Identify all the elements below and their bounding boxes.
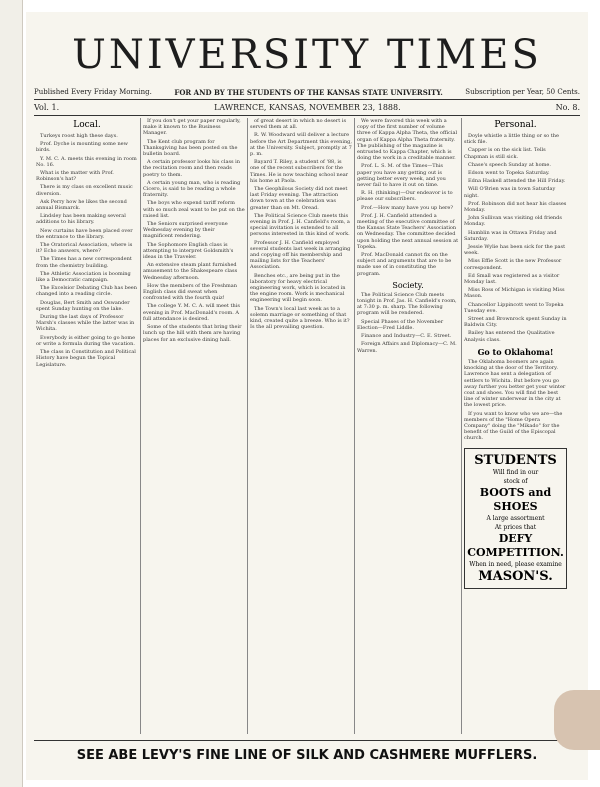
article-paragraph: Professor J. H. Canfield employed several students last week in arranging and copying off his membership and mailing lists for the Teachers' Association. xyxy=(250,239,351,271)
for-by-note: FOR AND BY THE STUDENTS OF THE KANSAS STATE UNIVERSITY. xyxy=(174,88,443,97)
article-paragraph: Edna Haskell attended the Hill Friday. xyxy=(468,178,566,185)
ad-line-1: STUDENTS xyxy=(474,452,557,468)
article-paragraph: The boys who expend tariff reform with so much zeal want to be put on the raised list. xyxy=(143,200,245,219)
ad-line-6: At prices that xyxy=(494,523,537,531)
article-paragraph: The Kent club program for Thanksgiving has been posted on the bulletin board. xyxy=(143,138,238,158)
society-body xyxy=(357,292,459,354)
article-paragraph: Everybody is either going to go home or write a formula during the vacation. xyxy=(36,334,136,347)
article-paragraph: Bailey has entered the Qualitative Analysis class. xyxy=(464,330,555,343)
article-paragraph: Benches etc., are being put in the laboratory for heavy electrical engineering work, which is located in the engine room. Work is mechanical engineering will begin soon. xyxy=(250,272,346,304)
article-paragraph: of great desert in which no desert is served them at all. xyxy=(250,118,347,131)
article-paragraph: The Times has a new correspondent from the chemistry building. xyxy=(36,256,132,269)
article-paragraph: The Geophilous Society did not meet last Friday evening. The attraction down town at the celebration was greater than on Mt. Oread. xyxy=(250,186,348,211)
article-paragraph: A certain young man, who is reading Cicero, is said to be reading a whole fraternity. xyxy=(143,179,241,199)
article-paragraph: The Seniors surprised everyone Wednesday evening by their magnificent rendering. xyxy=(143,221,228,240)
article-paragraph: R. H. (thinking)—Our endeavor is to please our subscribers. xyxy=(357,190,453,203)
article-paragraph: We were favored this week with a copy of the first number of volume three of Kappa Alpha Theta, the official organ of Kappa Alpha Theta fraternity. The publishing of the magazine is entrusted to Kappa Chapter, which is doing the work in a creditable manner. xyxy=(357,118,458,162)
article-paragraph: Will O'Brien was in town Saturday night. xyxy=(464,186,556,199)
article-paragraph: Turkeys roost high these days. xyxy=(40,133,118,139)
article-paragraph: If you want to know who we are—the members of the "Home Opera Company" doing the "Mikado" for the benefit of the Guild of the Episcopal church. xyxy=(464,410,563,442)
article-paragraph: The Athletic Association is booming like a Democratic campaign. xyxy=(36,270,131,284)
article-paragraph: Doyle whistle a little thing or so the stick file. xyxy=(464,133,559,146)
article-paragraph: Finance and Industry—C. E. Street. xyxy=(361,333,452,340)
article-paragraph: Miss Effie Scott is the new Professor correspondent. xyxy=(464,258,562,271)
article-paragraph: The college Y. M. C. A. will meet this evening in Prof. MacDonald's room. A full attendance is desired. xyxy=(143,303,240,322)
volume-label: Vol. 1. xyxy=(34,103,60,112)
section-heading-oklahoma: Go to Oklahoma! xyxy=(477,346,554,357)
article-paragraph: The class in Constitution and Political History have begun the Topical Legislature. xyxy=(36,349,136,368)
ad-line-4: BOOTS and SHOES xyxy=(479,485,552,513)
article-paragraph: The Excelsior Debating Club has been changed into a reading circle. xyxy=(36,285,137,298)
ad-line-7: DEFY COMPETITION. xyxy=(467,531,564,559)
column-1 xyxy=(34,118,141,734)
thumb xyxy=(554,690,600,750)
place-date: LAWRENCE, KANSAS, NOVEMBER 23, 1888. xyxy=(214,103,401,112)
article-paragraph: Prof.—How many have you up here? xyxy=(361,204,454,211)
article-paragraph: Chancellor Lippincott went to Topeka Tuesday eve. xyxy=(464,301,564,314)
article-paragraph: Chase's speech Sunday at home. xyxy=(468,161,551,168)
article-paragraph: Bayard T. Riley, a student of '88, is one of the recent subscribers for the Times. He is now teaching school near his home at Paola. xyxy=(250,159,349,184)
column-4 xyxy=(355,118,462,734)
article-paragraph: Prof. L. S. M. of the Times—This paper you have any getting out is getting better every week, and you never fail to have it out on time. xyxy=(357,163,446,189)
ad-line-5: A large assortment xyxy=(486,514,545,522)
article-paragraph: The Oratorical Association, where is it? Echo answers, where? xyxy=(36,242,133,255)
footer-rule xyxy=(34,740,580,741)
adjacent-page-strip xyxy=(0,0,23,787)
column-3-body xyxy=(250,118,352,331)
section-heading-personal: Personal. xyxy=(494,120,537,130)
column-1-body xyxy=(36,133,138,368)
article-paragraph: Street and Brownrock spent Sunday in Baldwin City. xyxy=(464,316,567,329)
article-paragraph: Douglas, Bert Smith and Oswander spent Sunday hunting on the lake. xyxy=(36,299,130,312)
article-paragraph: Prof. J. H. Canfield attended a meeting of the executive committee of the Kansas State Teachers' Association on Wednesday. The committee decided upon holding the next annual session at Topeka. xyxy=(357,212,459,250)
article-paragraph: The Oklahoma boomers are again knocking at the door of the Territory. Lawrence has sent a delegation of settlers to Wichita. But before you go away further you better get your winter coat and shoes. You will find the best line of winter underwear in the city at the lowest price. xyxy=(464,358,566,409)
article-paragraph: Hamblin was in Ottawa Friday and Saturday. xyxy=(464,229,557,242)
article-paragraph: Miss Ross of Michigan is visiting Miss Mason. xyxy=(464,287,565,300)
subscription-note: Subscription per Year, 50 Cents. xyxy=(465,88,580,96)
ad-line-8: When in need, please examine xyxy=(469,560,562,568)
ad-line-3: stock of xyxy=(503,477,528,485)
article-paragraph: Prof. Dyche is mounting some new birds. xyxy=(36,141,128,154)
column-3 xyxy=(248,118,355,734)
article-paragraph: An extensive steam plant furnished amusement to the Shakespeare class Wednesday afternoon. xyxy=(143,262,238,281)
column-5 xyxy=(462,118,569,734)
article-paragraph: What is the matter with Prof. Robinson's hat? xyxy=(36,170,114,183)
article-paragraph: The Town's local last week as to a solemn marriage or something of that kind, created quite a breeze. Who is it? Is the all prevailing question. xyxy=(250,305,350,331)
boots-shoes-advertisement xyxy=(464,448,567,589)
article-paragraph: The Political Science Club meets this evening in Prof. J. H. Canfield's room, a special invitation is extended to all persons interested in this kind of work. xyxy=(250,212,350,238)
article-paragraph: Ask Perry how he likes the second annual Bismarck. xyxy=(36,198,127,212)
bottom-rule xyxy=(34,115,580,116)
ad-line-9: MASON'S. xyxy=(478,568,553,584)
article-paragraph: If you don't get your paper regularly, make it known to the Business Manager. xyxy=(143,118,241,137)
article-paragraph: The Sophomore English class is attempting to interpret Goldsmith's ideas in the Traveler. xyxy=(143,241,234,261)
article-paragraph: Foreign Affairs and Diplomacy—C. M. Warren. xyxy=(357,341,457,354)
footer-advertisement: SEE ABE LEVY'S FINE LINE OF SILK AND CASHMERE MUFFLERS. xyxy=(76,748,538,763)
issue-number: No. 8. xyxy=(555,103,580,112)
article-paragraph: During the last days of Professor Marsh's classes while the latter was in Wichita. xyxy=(36,314,135,333)
article-paragraph: There is my class on excellent music diversion. xyxy=(36,184,133,197)
article-paragraph: New curtains have been placed over the entrance to the library. xyxy=(36,227,133,240)
article-paragraph: R. W. Woodward will deliver a lecture before the Art Department this evening, at the University. Subject, promptly at 7 p. m. xyxy=(250,132,352,158)
article-paragraph: Special Phases of the November Election—Fred Liddle. xyxy=(357,318,444,331)
article-columns xyxy=(34,118,580,734)
column-2 xyxy=(141,118,248,734)
oklahoma-body xyxy=(464,359,567,442)
article-paragraph: Edson went to Topeka Saturday. xyxy=(468,170,550,177)
article-paragraph: Prof. Robinson did not hear his classes Monday. xyxy=(464,200,567,214)
article-paragraph: Jessie Wylie has been sick for the past week. xyxy=(464,244,566,257)
article-paragraph: John Sullivan was visiting old friends Monday. xyxy=(464,215,562,228)
article-paragraph: Prof. MacDonald cannot fix on the subject and arguments that are to be made use of in constituting the program. xyxy=(357,252,452,277)
article-paragraph: Y. M. C. A. meets this evening in room No. 16. xyxy=(36,155,137,168)
published-note: Published Every Friday Morning. xyxy=(34,88,152,96)
masthead-title: UNIVERSITY TIMES xyxy=(72,32,542,78)
article-paragraph: Ed Small was registered as a visitor Monday last. xyxy=(464,272,560,286)
section-heading-local: Local. xyxy=(73,120,101,130)
article-paragraph: Lindsley has been making several additions to his library. xyxy=(36,213,126,226)
column-5-body xyxy=(464,133,567,343)
article-paragraph: A certain professor looks his class in the recitation room and then reads poetry to them. xyxy=(143,159,240,178)
newspaper-page xyxy=(26,12,588,780)
masthead-subline xyxy=(34,88,580,97)
dateline xyxy=(34,103,580,112)
section-heading-society: Society. xyxy=(392,280,424,290)
article-paragraph: How the members of the Freshman English class did sweat when confronted with the fourth quiz! xyxy=(143,282,237,302)
column-2-body xyxy=(143,118,245,343)
column-4-body xyxy=(357,118,459,277)
article-paragraph: Capper is on the sick list. Tells Chapman is still sick. xyxy=(464,147,546,160)
article-paragraph: Some of the students that bring their lunch up the hill with them are having places for an exclusive dining hall. xyxy=(143,324,242,343)
article-paragraph: The Political Science Club meets tonight in Prof. Jas. H. Canfield's room, at 7:30 p. m. sharp. The following program will be rendered. xyxy=(357,291,457,317)
top-rule xyxy=(34,99,580,100)
ad-line-2: Will find in our xyxy=(492,468,539,476)
